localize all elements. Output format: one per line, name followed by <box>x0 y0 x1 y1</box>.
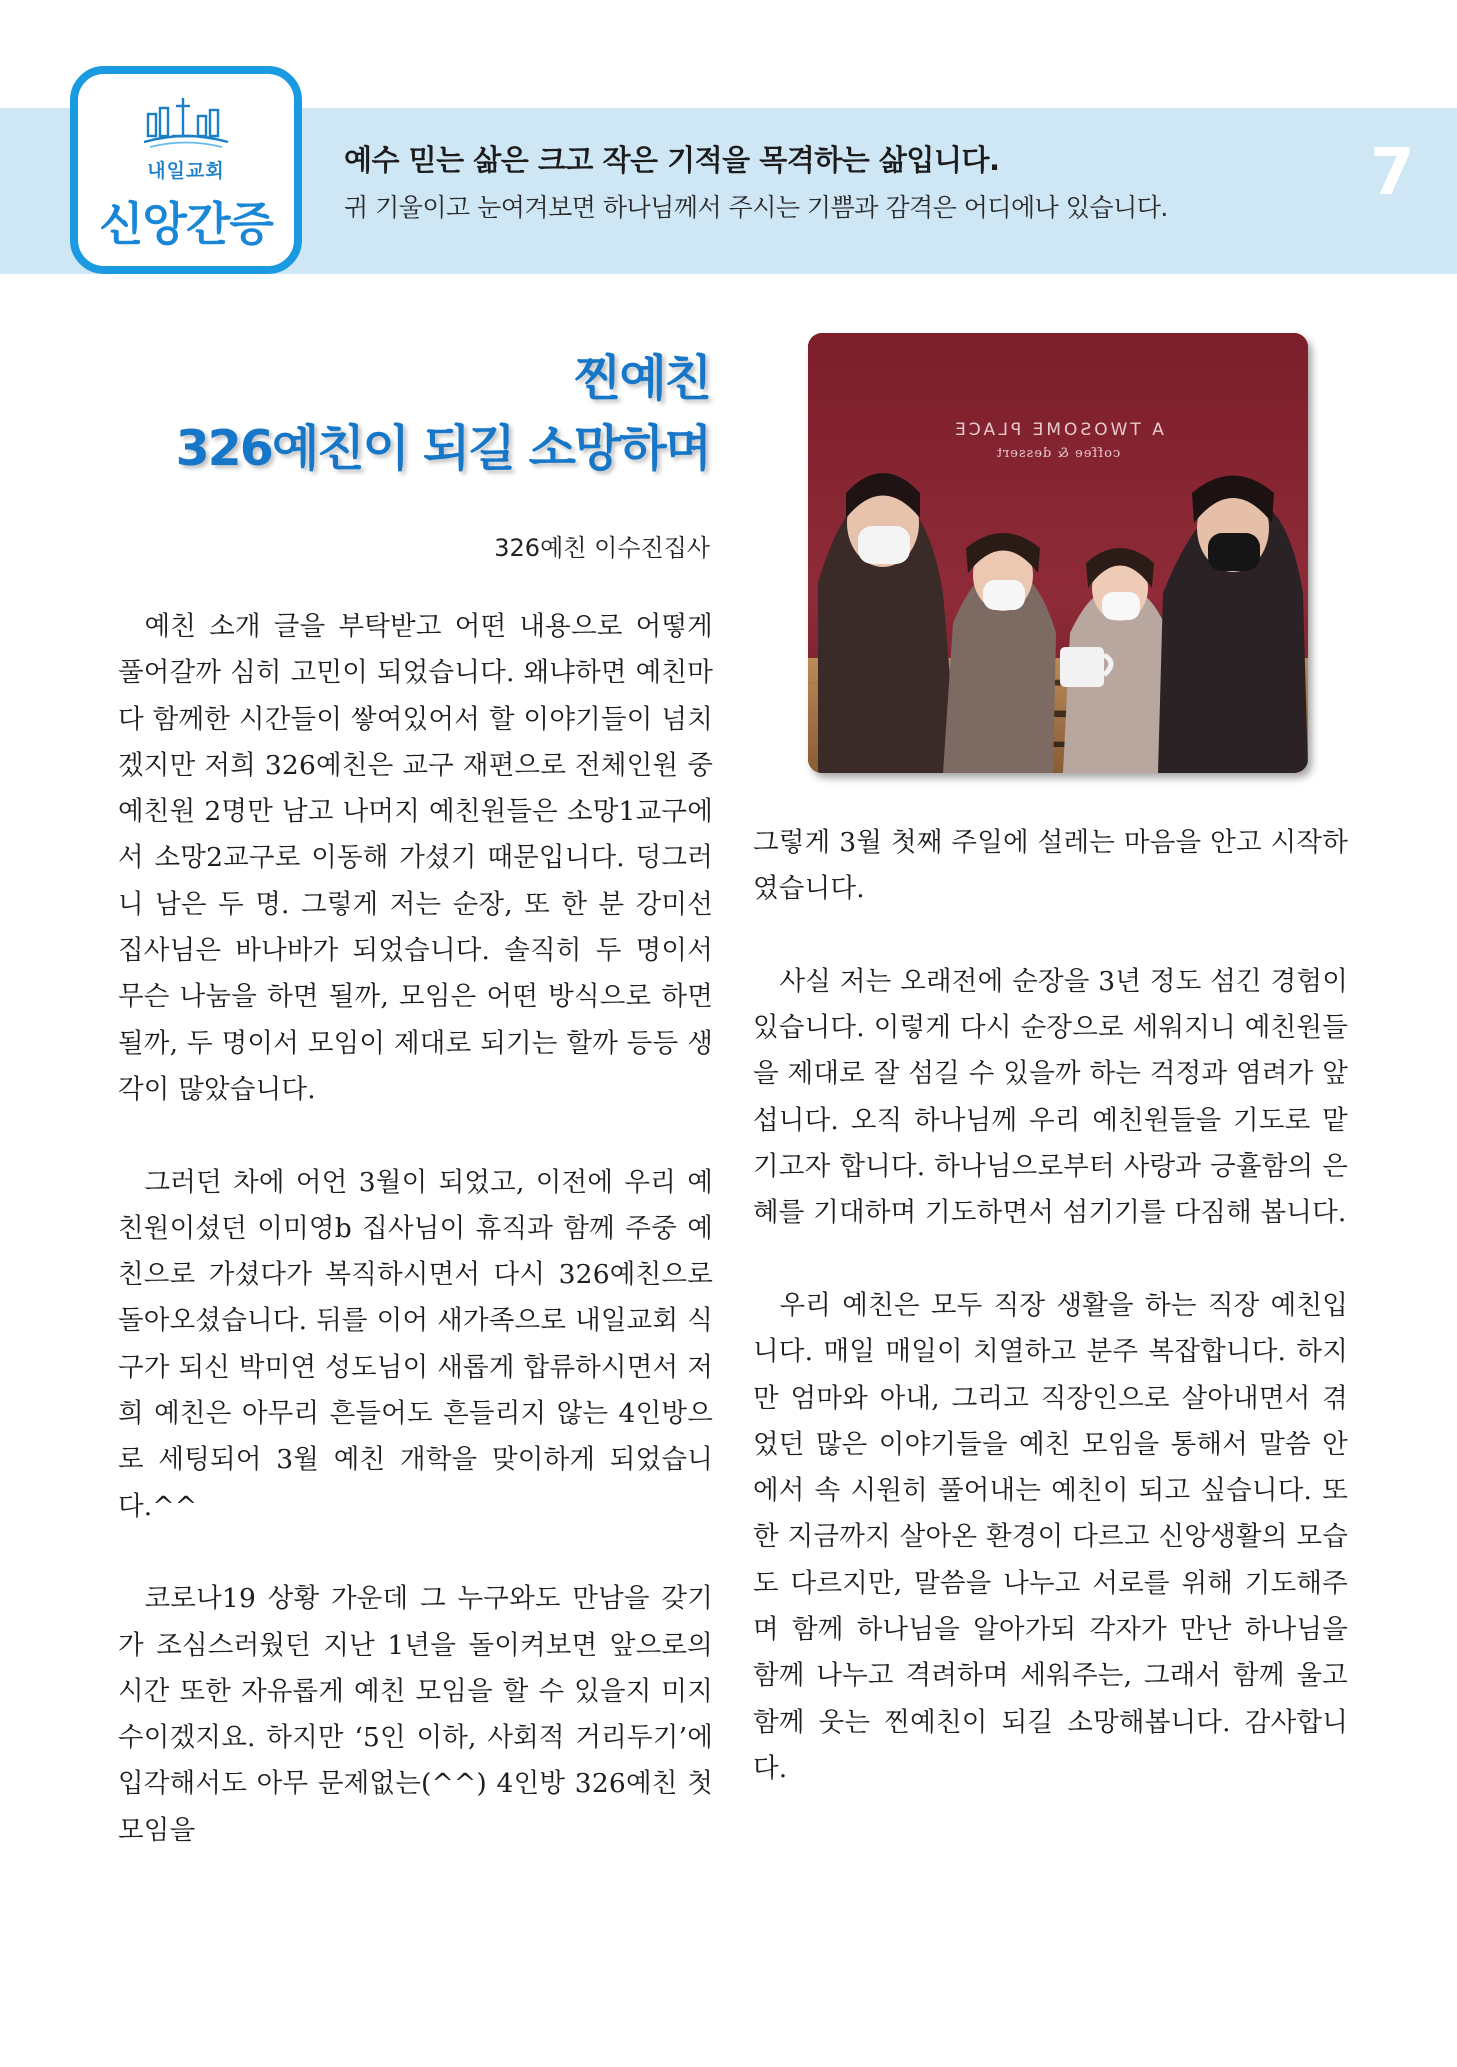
cafe-sign: A TWOSOME PLACE <box>952 420 1164 440</box>
article-title-line2: 326예친이 되길 소망하며 <box>175 420 710 477</box>
group-photo-illustration <box>808 333 1308 773</box>
section-badge <box>70 66 302 274</box>
header-title: 예수 믿는 삶은 크고 작은 기적을 목격하는 삶입니다. <box>344 143 1000 177</box>
cafe-sign-sub: coffee & dessert <box>995 446 1121 461</box>
right-column <box>753 820 1348 1839</box>
group-photo <box>808 333 1308 773</box>
page-number: 7 <box>1370 136 1415 210</box>
paragraph: 사실 저는 오래전에 순장을 3년 정도 섬긴 경험이 있습니다. 이렇게 다시 순장으로 세워지니 예친원들을 제대로 잘 섬길 수 있을까 하는 걱정과 염려가 앞섭니다. 오직 하나님께 우리 예친원들을 기도로 맡기고자 합니다. 하나님으로부터 사랑과 긍휼함의 은혜를 기대하며 기도하면서 섬기기를 다짐해 봅니다. <box>753 965 1348 1229</box>
left-column <box>118 604 713 1900</box>
church-logo-icon <box>140 94 232 152</box>
section-title: 신앙간증 <box>99 197 273 251</box>
church-name: 내일교회 <box>147 160 225 182</box>
article-title-line1: 찐예친 <box>573 350 710 407</box>
paragraph: 우리 예친은 모두 직장 생활을 하는 직장 예친입니다. 매일 매일이 치열하고 분주 복잡합니다. 하지만 엄마와 아내, 그리고 직장인으로 살아내면서 겪었던 많은 이야기들을 예친 모임을 통해서 말씀 안에서 속 시원히 풀어내는 예친이 되고 싶습니다. 또한 지금까지 살아온 환경이 다르고 신앙생활의 모습도 다르지만, 말씀을 나누고 서로를 위해 기도해주며 함께 하나님을 알아가되 각자가 만난 하나님을 함께 나누고 격려하며 세워주는, 그래서 함께 울고 함께 웃는 찐예친이 되길 소망해봅니다. 감사합니다. <box>753 1289 1348 1784</box>
paragraph: 코로나19 상황 가운데 그 누구와도 만남을 갖기가 조심스러웠던 지난 1년을 돌이켜보면 앞으로의 시간 또한 자유롭게 예친 모임을 할 수 있을지 미지수이겠지요. 하지만 ‘5인 이하, 사회적 거리두기’에 입각해서도 아무 문제없는(^^) 4인방 326예친 첫 모임을 <box>118 1583 713 1846</box>
paragraph: 그렇게 3월 첫째 주일에 설레는 마음을 안고 시작하였습니다. <box>753 827 1348 905</box>
paragraph: 예친 소개 글을 부탁받고 어떤 내용으로 어떻게 풀어갈까 심히 고민이 되었습니다. 왜냐하면 예친마다 함께한 시간들이 쌓여있어서 할 이야기들이 넘치겠지만 저희 326예친은 교구 재편으로 전체인원 중 예친원 2명만 남고 나머지 예친원들은 소망1교구에서 소망2교구로 이동해 가셨기 때문입니다. 덩그러니 남은 두 명. 그렇게 저는 순장, 또 한 분 강미선 집사님은 바나바가 되었습니다. 솔직히 두 명이서 무슨 나눔을 하면 될까, 모임은 어떤 방식으로 하면 될까, 두 명이서 모임이 제대로 되기는 할까 등등 생각이 많았습니다. <box>118 611 713 1105</box>
article-author: 326예친 이수진집사 <box>494 534 710 562</box>
header-subtitle: 귀 기울이고 눈여겨보면 하나님께서 주시는 기쁨과 감격은 어디에나 있습니다. <box>344 193 1168 222</box>
paragraph: 그러던 차에 어언 3월이 되었고, 이전에 우리 예친원이셨던 이미영b 집사님이 휴직과 함께 주중 예친으로 가셨다가 복직하시면서 다시 326예친으로 돌아오셨습니다. 뒤를 이어 새가족으로 내일교회 식구가 되신 박미연 성도님이 새롭게 합류하시면서 저희 예친은 아무리 흔들어도 흔들리지 않는 4인방으로 세팅되어 3월 예친 개학을 맞이하게 되었습니다.^^ <box>118 1166 713 1522</box>
